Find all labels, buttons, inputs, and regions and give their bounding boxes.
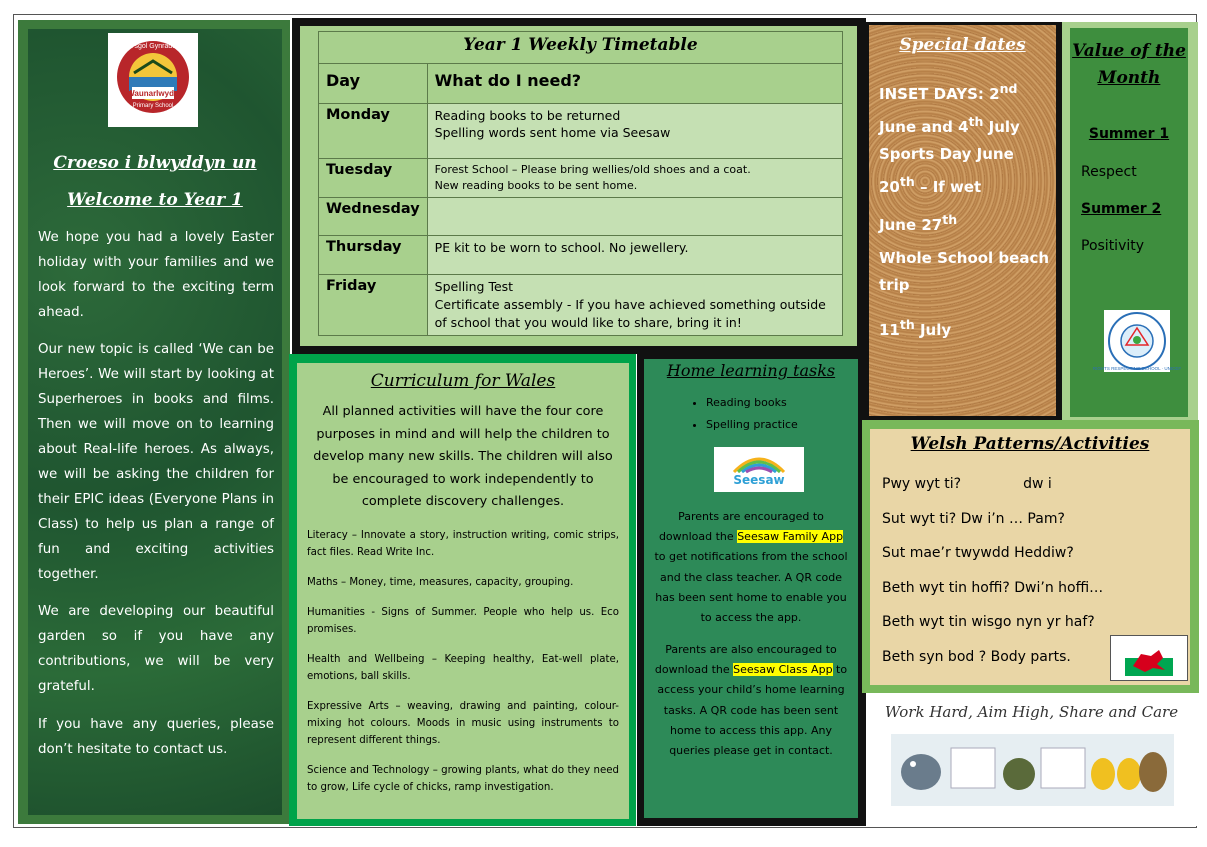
timetable-header-day: Day — [319, 64, 428, 104]
need-cell — [427, 159, 842, 198]
special-dates-panel-inner — [869, 25, 1056, 416]
timetable-panel-inner — [300, 26, 857, 346]
welcome-para-3: We are developing our beautiful garden so if you have any contributions, we will be very grateful. — [38, 604, 274, 694]
need-line: Spelling Test — [434, 279, 514, 294]
need-cell — [427, 104, 842, 159]
day-cell: Tuesday — [319, 159, 428, 198]
curriculum-humanities: Humanities - Signs of Summer. People who help us. Eco promises. — [307, 606, 619, 635]
value-summer-2: Summer 2 — [1081, 201, 1162, 217]
value-summer-1: Summer 1 — [1088, 126, 1170, 142]
welcome-panel-inner — [28, 29, 282, 815]
list-item: • Spelling practice — [706, 414, 858, 436]
need-line: Spelling words sent home via Seesaw — [434, 125, 671, 140]
seesaw-class-app-highlight: Seesaw Class App — [733, 663, 833, 677]
curriculum-panel — [289, 354, 636, 826]
welcome-para-1: We hope you had a lovely Easter holiday with your families and we look forward to the exciting term ahead. — [38, 230, 274, 320]
school-name-top: Ysgol Gynradd — [129, 43, 177, 50]
welsh-line-5: Beth wyt tin wisgo nyn yr haf? — [882, 614, 1095, 630]
table-row — [319, 159, 843, 198]
special-date-sports-day: Sports Day June 20th – If wet — [879, 145, 1014, 196]
timetable-header-need: What do I need? — [427, 64, 842, 104]
special-date-june: June 27th — [879, 212, 958, 234]
welcome-panel — [18, 20, 290, 824]
rights-respecting-school-logo — [1092, 310, 1182, 372]
curriculum-arts: Expressive Arts – weaving, drawing and painting, colour-mixing hot colours. Moods in music using instruments to represent different things. — [307, 700, 619, 746]
home-para-family-app — [652, 507, 850, 628]
special-date-inset: INSET DAYS: 2nd June and 4th July — [879, 81, 1020, 136]
home-learning-panel-inner — [644, 359, 858, 818]
motto-panel — [866, 693, 1197, 826]
table-row — [319, 198, 843, 236]
home-para-text: to access your child’s home learning tasks. A QR code has been sent home to access this app. Any queries please get in contact. — [657, 663, 848, 758]
special-dates-title: Special dates — [899, 35, 1026, 55]
curriculum-maths: Maths – Money, time, measures, capacity, grouping. — [307, 576, 574, 588]
curriculum-panel-inner — [297, 363, 629, 819]
need-cell — [427, 275, 842, 336]
home-para-text: to get notifications from the school and the class teacher. A QR code has been sent home to enable you to access the app. — [654, 550, 848, 625]
value-of-month-panel-inner — [1070, 28, 1188, 417]
welsh-patterns-title: Welsh Patterns/Activities — [910, 434, 1150, 454]
rights-logo-text: RIGHTS RESPECTING SCHOOL · UNICEF — [1092, 366, 1182, 371]
school-logo — [108, 33, 198, 127]
welsh-line-3: Sut mae’r twywdd Heddiw? — [882, 545, 1074, 561]
seesaw-logo-text: Seesaw — [733, 473, 785, 487]
school-name: Waunarlwydd — [127, 89, 179, 98]
welsh-flag-icon — [1110, 635, 1188, 681]
home-learning-panel — [637, 354, 866, 826]
welsh-line-4: Beth wyt tin hoffi? Dwi’n hoffi… — [882, 580, 1104, 596]
seesaw-logo — [714, 447, 804, 492]
special-date-july: 11th July — [879, 317, 952, 339]
welsh-line-1: Pwy wyt ti? dw i — [882, 476, 1052, 492]
need-line: New reading books to be sent home. — [434, 179, 638, 192]
timetable-title: Year 1 Weekly Timetable — [319, 32, 843, 64]
value-respect: Respect — [1081, 164, 1137, 180]
welsh-patterns-panel — [862, 420, 1199, 693]
welcome-heading-welsh: Croeso i blwyddyn un — [53, 153, 257, 173]
value-positivity: Positivity — [1081, 238, 1145, 254]
welsh-line-6: Beth syn bod ? Body parts. — [882, 649, 1071, 665]
curriculum-intro: All planned activities will have the four core purposes in mind and will help the children to develop many new skills. The children will also be encouraged to work independently to complete discovery challenges. — [313, 404, 613, 509]
timetable-panel — [292, 18, 866, 354]
home-learning-title: Home learning tasks — [666, 361, 836, 380]
table-row — [319, 236, 843, 275]
table-row — [319, 275, 843, 336]
home-learning-list — [644, 392, 858, 436]
curriculum-health: Health and Wellbeing – Keeping healthy, Eat-well plate, emotions, ball skills. — [307, 653, 619, 682]
welcome-para-2: Our new topic is called ‘We can be Heroes’. We will start by looking at Superheroes in books and films. Then we will move on to learning about Real-life heroes. As always, we will be asking the children for their EPIC ideas (Everyone Plans in Class) to help us plan a range of fun and exciting activities together. — [38, 342, 274, 582]
need-cell: PE kit to be worn to school. No jewellery. — [427, 236, 842, 275]
need-line: Forest School – Please bring wellies/old shoes and a coat. — [434, 163, 751, 176]
special-dates-panel — [866, 22, 1062, 420]
welsh-patterns-panel-inner — [870, 429, 1190, 685]
list-item: • Reading books — [706, 392, 858, 414]
welcome-para-4: If you have any queries, please don’t hesitate to contact us. — [38, 717, 274, 757]
day-cell: Friday — [319, 275, 428, 336]
day-cell: Monday — [319, 104, 428, 159]
welcome-heading-english: Welcome to Year 1 — [67, 190, 243, 210]
special-date-trip: Whole School beach trip — [879, 249, 1050, 294]
motto-text: Work Hard, Aim High, Share and Care — [884, 703, 1179, 721]
school-name-bottom: Primary School — [132, 103, 174, 109]
need-line: Reading books to be returned — [434, 108, 621, 123]
value-of-month-panel — [1062, 22, 1198, 420]
curriculum-literacy: Literacy – Innovate a story, instruction writing, comic strips, fact files. Read Write Inc. — [307, 529, 619, 558]
need-cell — [427, 198, 842, 236]
need-line: Certificate assembly - If you have achieved something outside of school that you would like to share, bring it in! — [434, 297, 826, 330]
table-row — [319, 104, 843, 159]
home-para-text: Parents are encouraged to download the — [658, 510, 824, 544]
curriculum-title: Curriculum for Wales — [370, 371, 556, 391]
day-cell: Wednesday — [319, 198, 428, 236]
day-cell: Thursday — [319, 236, 428, 275]
curriculum-science: Science and Technology – growing plants, what do they need to grow, Life cycle of chicks, ramp investigation. — [307, 764, 619, 793]
timetable-table — [318, 31, 843, 336]
seesaw-family-app-highlight: Seesaw Family App — [737, 530, 844, 544]
mascot-banner-image — [891, 734, 1174, 806]
home-para-class-app — [652, 640, 850, 761]
welsh-line-2: Sut wyt ti? Dw i’n … Pam? — [882, 511, 1065, 527]
value-of-month-title: Value of the Month — [1072, 41, 1186, 88]
home-para-text: Parents are also encouraged to download the — [654, 643, 837, 677]
